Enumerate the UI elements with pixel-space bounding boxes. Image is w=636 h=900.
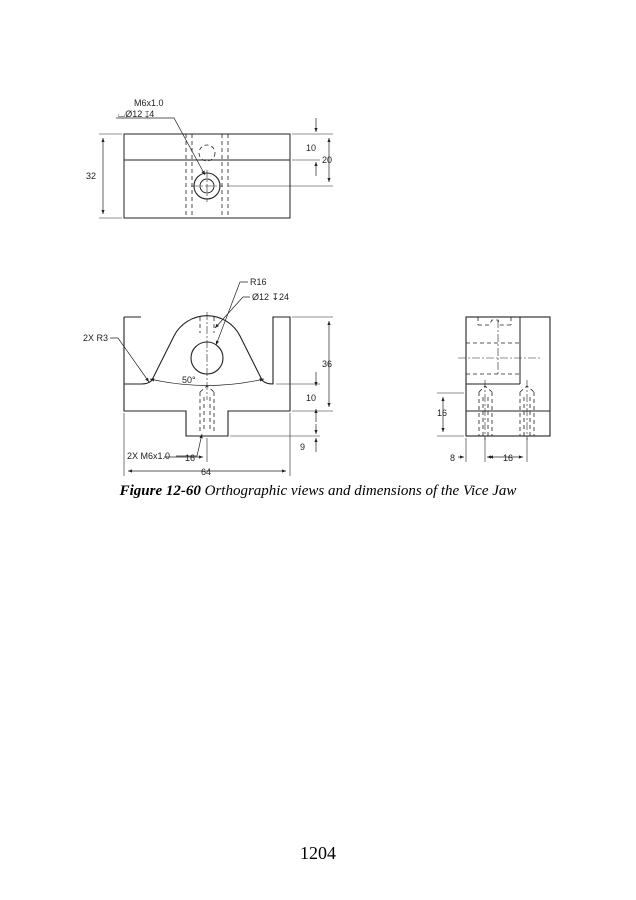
- side-dim-hole-depth: 16: [437, 408, 448, 418]
- top-callout-cbore: ⌴Ø12 ↧4: [118, 109, 155, 119]
- front-angle: 50°: [182, 375, 196, 385]
- side-view-hidden-lines: [466, 317, 534, 436]
- top-dim-hole-top: 10: [306, 143, 317, 153]
- front-callout-radius: R16: [250, 277, 267, 287]
- figure-label: Figure 12-60: [119, 483, 201, 499]
- top-view-centerlines: [191, 170, 223, 202]
- figure-title: Orthographic views and dimensions of the Vice Jaw: [200, 483, 517, 499]
- front-callout-threads: 2X M6x1.0: [127, 451, 171, 461]
- top-callout-leader: [116, 118, 205, 175]
- front-dim-tab: 9: [300, 442, 306, 452]
- figure-caption: [0, 483, 636, 500]
- front-dim-hole-offset: 16: [185, 453, 196, 463]
- front-dim-width: 64: [201, 467, 212, 477]
- side-centerlines: [458, 320, 540, 440]
- side-view-outline: [466, 317, 550, 436]
- top-view: [99, 118, 333, 218]
- top-dim-hole-center: 20: [322, 155, 333, 165]
- top-callout-thread: M6x1.0: [134, 98, 164, 108]
- fillet-leader: [110, 338, 149, 382]
- front-dim-step: 10: [306, 393, 317, 403]
- front-dim-height: 36: [322, 359, 333, 369]
- front-callout-fillets: 2X R3: [83, 333, 109, 343]
- side-view: [437, 317, 550, 462]
- top-dim-height: 32: [86, 171, 97, 181]
- page-number: 1204: [300, 843, 336, 863]
- r16-leader: [216, 282, 248, 345]
- side-dim-spacing: 16: [503, 453, 514, 463]
- side-dim-edge: 8: [450, 453, 456, 463]
- front-callout-hole: Ø12 ↧24: [252, 292, 290, 302]
